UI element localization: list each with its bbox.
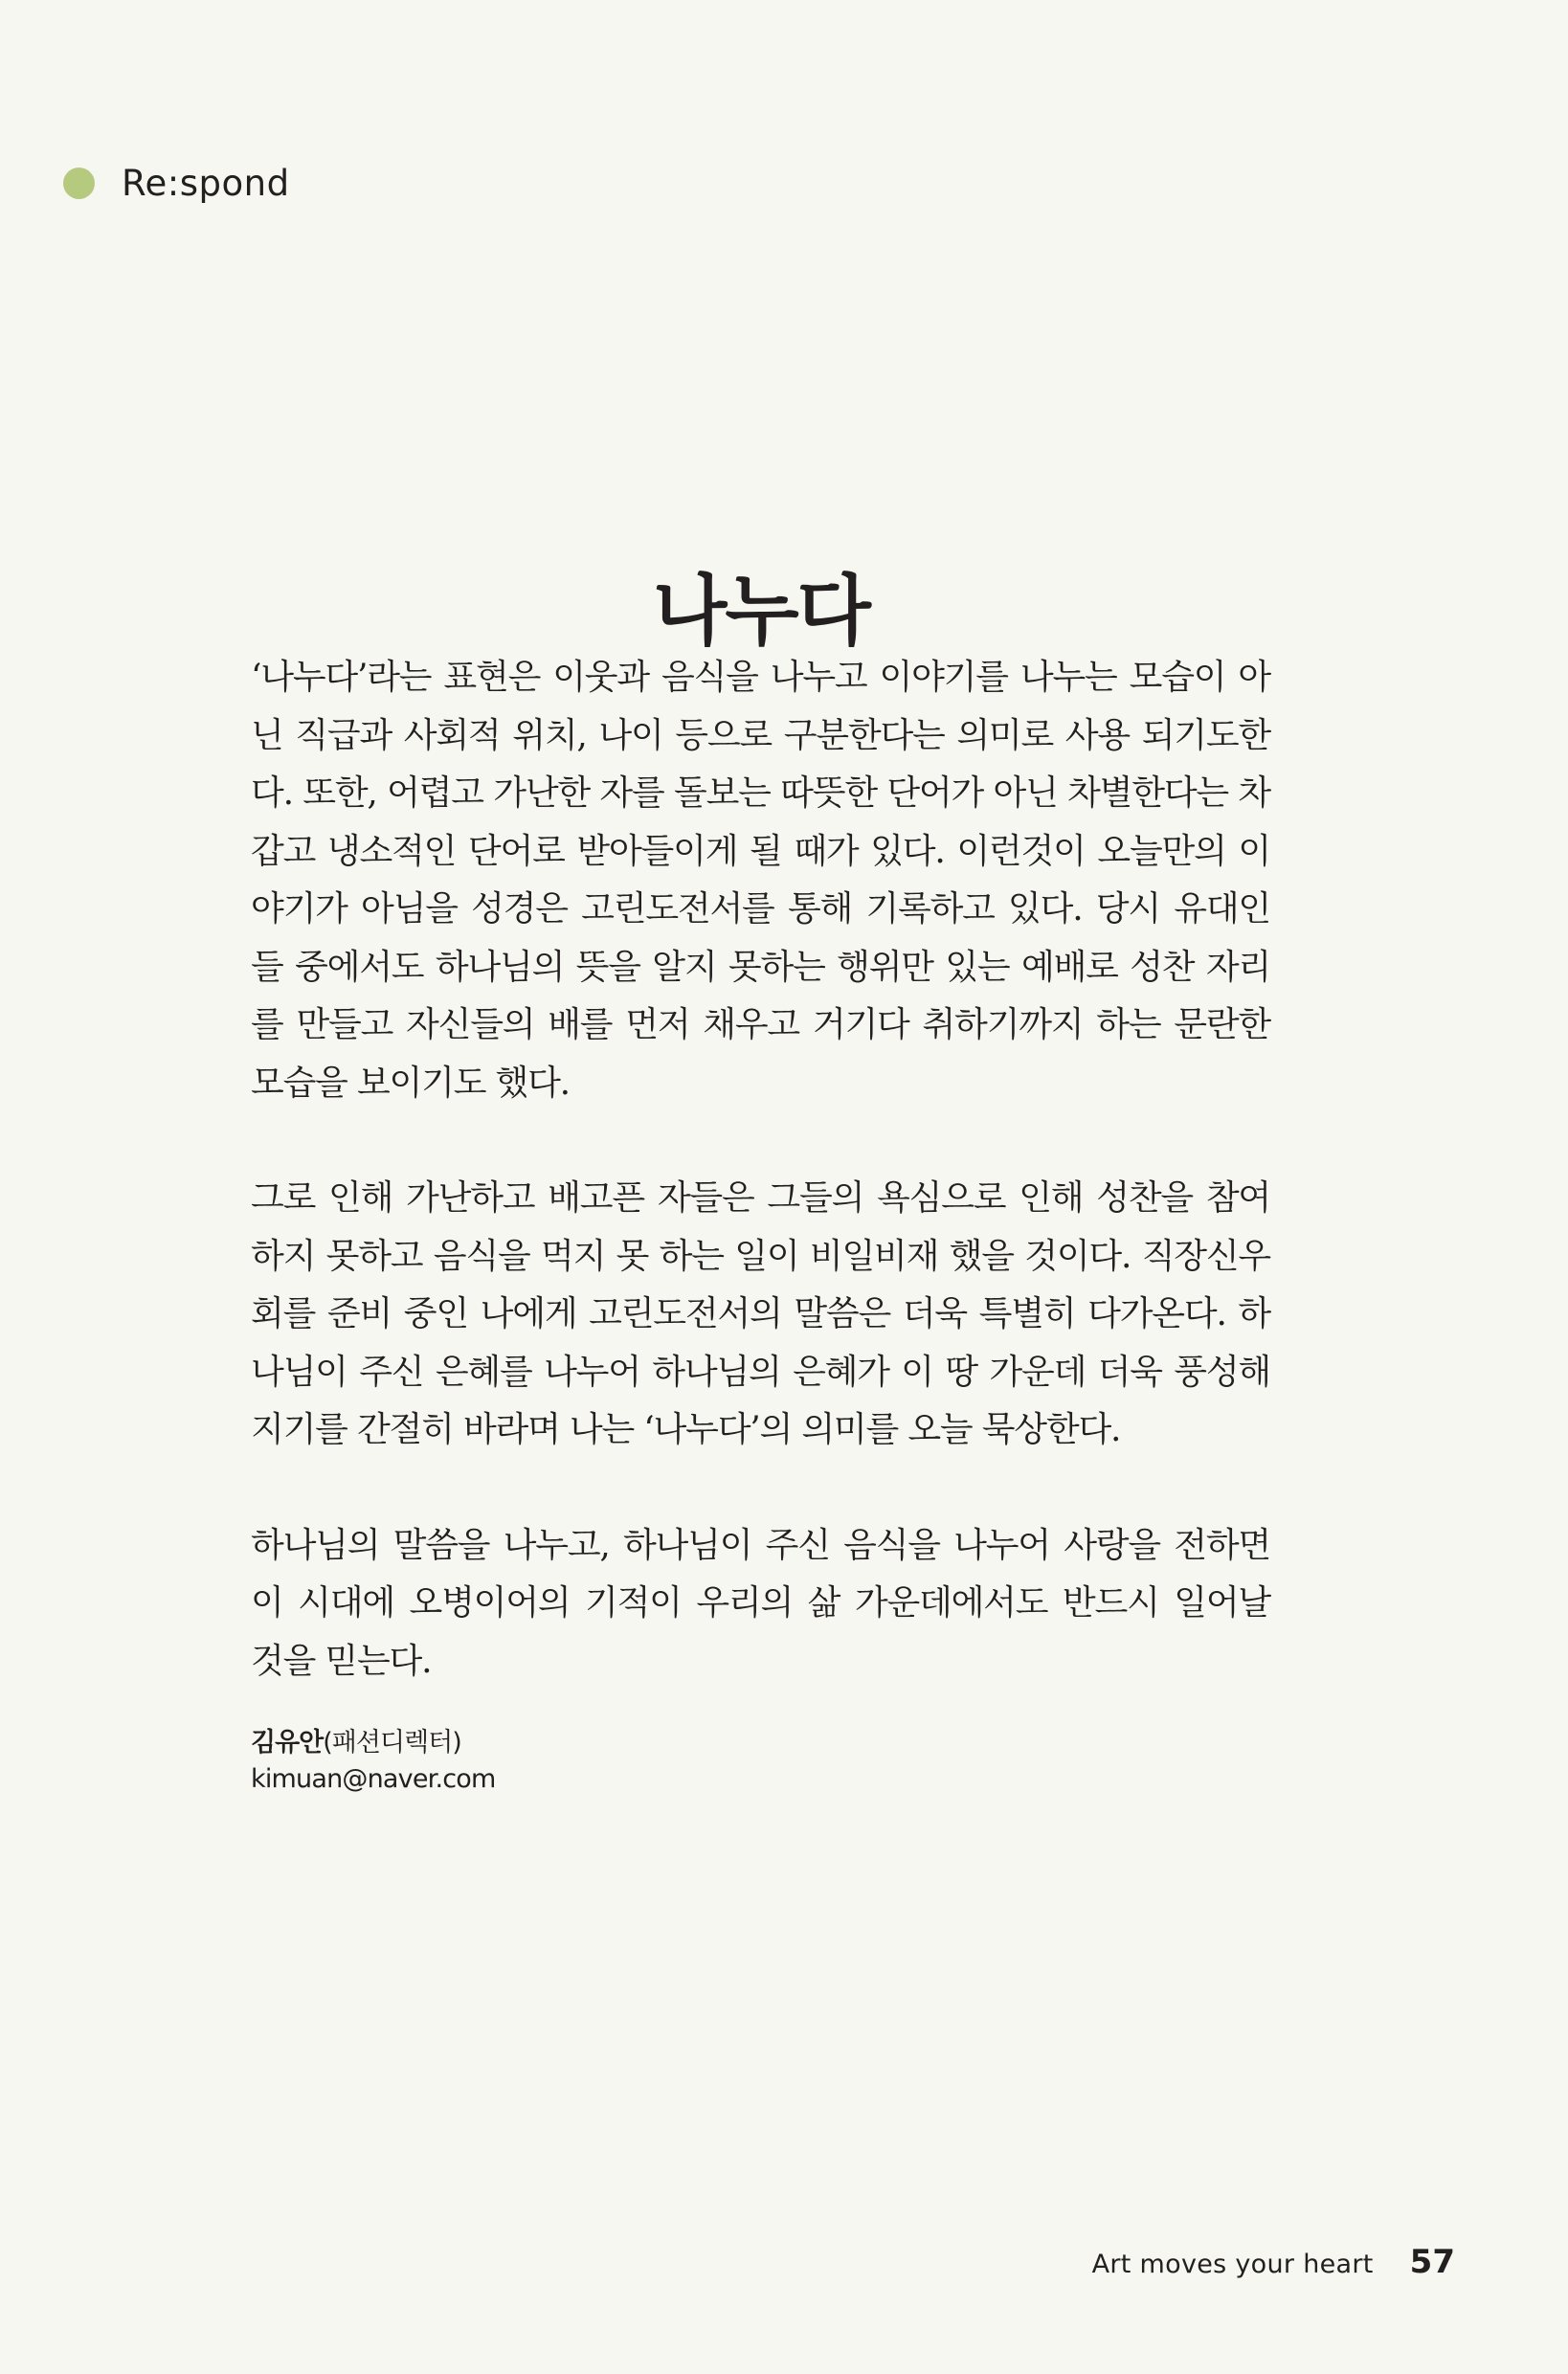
article-title: 나누다 [653,566,869,656]
author-name: 김유안 [251,1728,324,1758]
author-role: (패션디렉터) [323,1728,461,1758]
article-paragraph-2: 그로 인해 가난하고 배고픈 자들은 그들의 욕심으로 인해 성찬을 참여하지 못하고 음식을 먹지 못 하는 일이 비일비재 했을 것이다. 직장신우회를 준비 중인 나에게 고린도전서의 말씀은 더욱 특별히 다가온다. 하나님이 주신 은혜를 나누어 하나님의 은혜가 이 땅 가운데 더욱 풍성해지기를 간절히 바라며 나는 ‘나누다’의 의미를 오늘 묵상한다. [251,1178,1270,1449]
article-paragraph-1: ‘나누다’라는 표현은 이웃과 음식을 나누고 이야기를 나누는 모습이 아닌 직급과 사회적 위치, 나이 등으로 구분한다는 의미로 사용 되기도한다. 또한, 어렵고 가난한 자를 돌보는 따뜻한 단어가 아닌 차별한다는 차갑고 냉소적인 단어로 받아들이게 될 때가 있다. 이런것이 오늘만의 이야기가 아님을 성경은 고린도전서를 통해 기록하고 있다. 당시 유대인들 중에서도 하나님의 뜻을 알지 못하는 행위만 있는 예배로 성찬 자리를 만들고 자신들의 배를 먼저 채우고 거기다 취하기까지 하는 문란한 모습을 보이기도 했다. [251,658,1270,1103]
section-dot-icon [63,168,95,199]
section-tag [63,163,290,204]
author-block [251,1725,496,1798]
article-body [251,649,1270,1748]
author-email: kimuan@naver.com [251,1764,496,1794]
author-line [251,1725,496,1761]
page-number: 57 [1409,2243,1455,2281]
article-paragraph-3: 하나님의 말씀을 나누고, 하나님이 주신 음식을 나누어 사랑을 전하면 이 시대에 오병이어의 기적이 우리의 삶 가운데에서도 반드시 일어날 것을 믿는다. [251,1525,1270,1681]
page-footer [1092,2243,1455,2281]
section-label: Re:spond [122,163,290,204]
footer-tagline: Art moves your heart [1091,2250,1374,2279]
